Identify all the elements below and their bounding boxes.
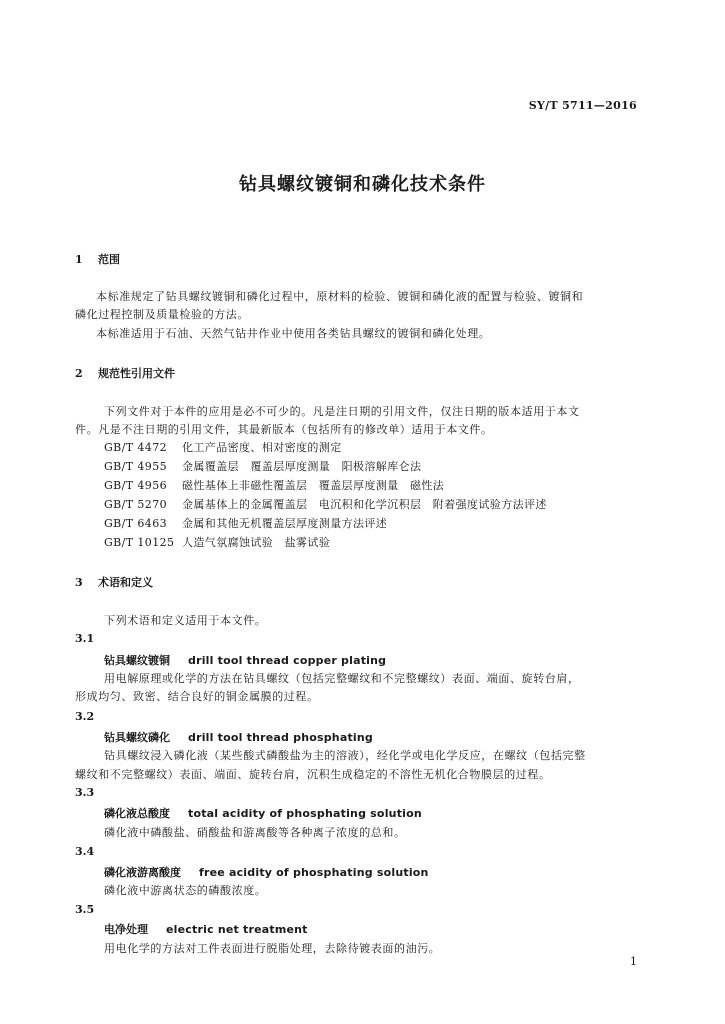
term-zh: 磷化液总酸度 [104,807,170,820]
term-number: 3.4 [75,845,95,858]
term-number: 3.5 [75,903,95,916]
term-zh: 磷化液游离酸度 [104,866,181,879]
definition-line: 形成均匀、致密、结合良好的铜金属膜的过程。 [75,690,319,703]
term-zh: 钻具螺纹磷化 [104,731,170,744]
reference-item [104,477,444,493]
term-number: 3.3 [75,786,95,799]
section-title: 术语和定义 [97,576,153,589]
reference-title: 磁性基体上非磁性覆盖层 覆盖层厚度测量 磁性法 [182,479,445,492]
paragraph-line: 件。凡是不注日期的引用文件，其最新版本（包括所有的修改单）适用于本文件。 [75,423,493,436]
reference-title: 金属基体上的金属覆盖层 电沉积和化学沉积层 附着强度试验方法评述 [182,498,547,511]
definition-line: 磷化液中游离状态的磷酸浓度。 [104,884,267,897]
reference-item [104,439,342,455]
reference-item [104,458,421,474]
reference-code: GB/T 4472 [104,441,168,454]
section-title: 范围 [97,253,120,266]
reference-title: 化工产品密度、相对密度的测定 [182,441,342,454]
paragraph-line: 磷化过程控制及质量检验的方法。 [75,308,249,321]
term-heading [104,805,422,821]
definition-line: 用电解原理或化学的方法在钻具螺纹（包括完整螺纹和不完整螺纹）表面、端面、旋转台肩， [104,672,580,685]
section-2-heading [75,365,175,381]
term-en: total acidity of phosphating solution [188,807,422,820]
reference-code: GB/T 10125 [104,536,175,549]
term-heading [104,652,386,668]
section-1-heading [75,251,120,267]
reference-title: 金属和其他无机覆盖层厚度测量方法评述 [182,517,388,530]
section-number: 3 [75,576,83,589]
page-number: 1 [630,955,637,968]
definition-line: 磷化液中磷酸盐、硝酸盐和游离酸等各种离子浓度的总和。 [104,826,406,839]
reference-item [104,496,547,512]
term-zh: 钻具螺纹镀铜 [104,654,170,667]
definition-line: 螺纹和不完整螺纹）表面、端面、旋转台肩，沉积生成稳定的不溶性无机化合物膜层的过程。 [75,768,551,781]
paragraph-line: 本标准规定了钻具螺纹镀铜和磷化过程中，原材料的检验、镀铜和磷化液的配置与检验、镀铜和 [96,290,584,303]
reference-code: GB/T 6463 [104,517,168,530]
definition-line: 钻具螺纹浸入磷化液（某些酸式磷酸盐为主的溶液），经化学或电化学反应，在螺纹（包括完整 [104,749,586,762]
reference-title: 金属覆盖层 覆盖层厚度测量 阳极溶解库仑法 [182,460,422,473]
section-number: 1 [75,253,83,266]
paragraph-line: 下列术语和定义适用于本文件。 [104,614,267,627]
reference-item [104,534,330,550]
document-title: 钻具螺纹镀铜和磷化技术条件 [239,174,486,195]
term-heading [104,729,373,745]
paragraph-line: 下列文件对于本件的应用是必不可少的。凡是注日期的引用文件，仅注日期的版本适用于本文 [104,405,580,418]
term-en: free acidity of phosphating solution [199,866,429,879]
standard-number: SY/T 5711—2016 [528,99,637,112]
section-3-heading [75,574,153,590]
term-en: drill tool thread phosphating [188,731,373,744]
section-title: 规范性引用文件 [97,367,175,380]
term-zh: 电净处理 [104,923,148,936]
term-heading [104,921,308,937]
reference-code: GB/T 5270 [104,498,168,511]
term-en: drill tool thread copper plating [188,654,387,667]
reference-code: GB/T 4956 [104,479,168,492]
section-number: 2 [75,367,83,380]
term-number: 3.2 [75,710,95,723]
definition-line: 用电化学的方法对工件表面进行脱脂处理，去除待镀表面的油污。 [104,942,441,955]
paragraph-line: 本标准适用于石油、天然气钻井作业中使用各类钻具螺纹的镀铜和磷化处理。 [96,327,491,340]
reference-title: 人造气氛腐蚀试验 盐雾试验 [182,536,331,549]
term-heading [104,864,429,880]
reference-code: GB/T 4955 [104,460,168,473]
reference-item [104,515,387,531]
term-number: 3.1 [75,632,95,645]
term-en: electric net treatment [166,923,308,936]
